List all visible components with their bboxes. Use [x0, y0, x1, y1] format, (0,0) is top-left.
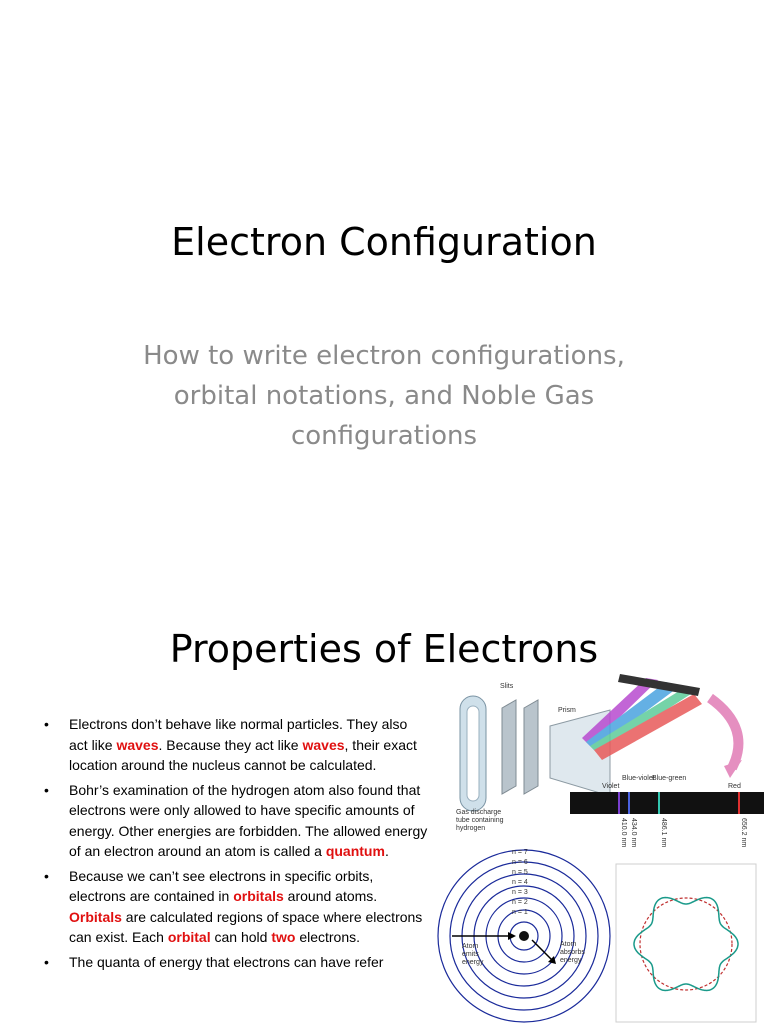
bullet-item [44, 780, 429, 862]
slide-subtitle: How to write electron configurations, orbital notations, and Noble Gas configurations [143, 341, 625, 451]
level-n3: n = 3 [512, 889, 528, 896]
wavelength-label-4: 656.2 nm [740, 818, 747, 848]
bullet-text: around atoms. [283, 888, 378, 904]
absorb-label-1: Atom [560, 941, 577, 948]
bullet-dot-icon: • [44, 867, 49, 884]
bullet-dot-icon: • [44, 953, 49, 970]
bullet-item [44, 952, 429, 973]
absorb-label-2: absorbs [560, 949, 585, 956]
bullet-text: . [384, 843, 389, 859]
emit-label-3: energy [462, 959, 484, 966]
slide-title: Electron Configuration [171, 220, 597, 264]
color-label-violet: Violet [602, 783, 620, 790]
svg-text:tube containing: tube containing [456, 817, 504, 824]
slits-icon [502, 700, 538, 794]
wavelength-label-1: 410.0 nm [620, 818, 627, 848]
emit-label-1: Atom [462, 943, 479, 950]
highlighted-term: waves [116, 736, 159, 753]
gas-discharge-tube-icon [460, 696, 486, 811]
bullet-text: Bohr’s examination of the hydrogen atom also found that electrons were only allowed to have specific amounts of energy. Other energies are forbidden. The allowed energy of an electron around an atom is called a [69, 781, 428, 859]
bullet-item [44, 714, 429, 776]
level-n7: n = 7 [512, 849, 528, 856]
svg-text:hydrogen: hydrogen [456, 825, 486, 832]
bullet-text: . Because they act like [158, 736, 303, 753]
level-n2: n = 2 [512, 899, 528, 906]
bullet-dot-icon: • [44, 716, 49, 732]
bullet-text: Because we can’t see electrons in specific orbits, electrons are contained in [69, 867, 374, 904]
level-n1: n = 1 [512, 909, 528, 916]
bullet-text: electrons. [295, 929, 361, 945]
bohr-orbit-diagram [438, 849, 610, 1022]
svg-text:Gas discharge: Gas discharge [456, 809, 502, 816]
bullet-list [44, 714, 429, 976]
nucleus-icon [519, 931, 529, 941]
highlighted-term: Orbitals [69, 908, 122, 925]
standing-wave-diagram [616, 864, 756, 1022]
color-label-blue-green: Blue-green [652, 775, 687, 782]
bullet-text: are calculated regions of space where electrons can exist. Each [69, 908, 423, 945]
tube-caption [456, 809, 504, 832]
curved-arrow-icon [710, 698, 738, 768]
level-n6: n = 6 [512, 859, 528, 866]
highlighted-term: waves [302, 736, 345, 753]
slits-label: Slits [500, 683, 514, 690]
bullet-text: can hold [210, 929, 272, 945]
highlighted-term: quantum [325, 843, 385, 859]
prism-label: Prism [558, 707, 576, 714]
wavelength-label-2: 434.0 nm [630, 818, 637, 848]
emit-arrow-icon [508, 932, 516, 940]
bullet-dot-icon: • [44, 781, 49, 798]
emit-label-2: emits [462, 951, 479, 958]
color-label-blue-violet: Blue-violet [622, 775, 655, 782]
bullet-text: Electrons don’t behave like normal particles. They also act like [69, 716, 408, 753]
level-n4: n = 4 [512, 879, 528, 886]
bullet-text: , their exact location around the nucleus cannot be calculated. [69, 736, 417, 773]
slide-heading-properties: Properties of Electrons [169, 627, 599, 671]
bullet-text: The quanta of energy that electrons can have refer [69, 953, 384, 970]
absorb-label-3: energy [560, 957, 582, 964]
highlighted-term: two [271, 929, 296, 945]
wavelength-label-3: 486.1 nm [660, 818, 667, 848]
color-label-red: Red [728, 783, 741, 790]
highlighted-term: orbital [167, 929, 211, 945]
spectrum-and-orbit-diagram [432, 668, 768, 1024]
highlighted-term: orbitals [233, 888, 284, 904]
level-n5: n = 5 [512, 869, 528, 876]
bullet-item [44, 866, 429, 948]
